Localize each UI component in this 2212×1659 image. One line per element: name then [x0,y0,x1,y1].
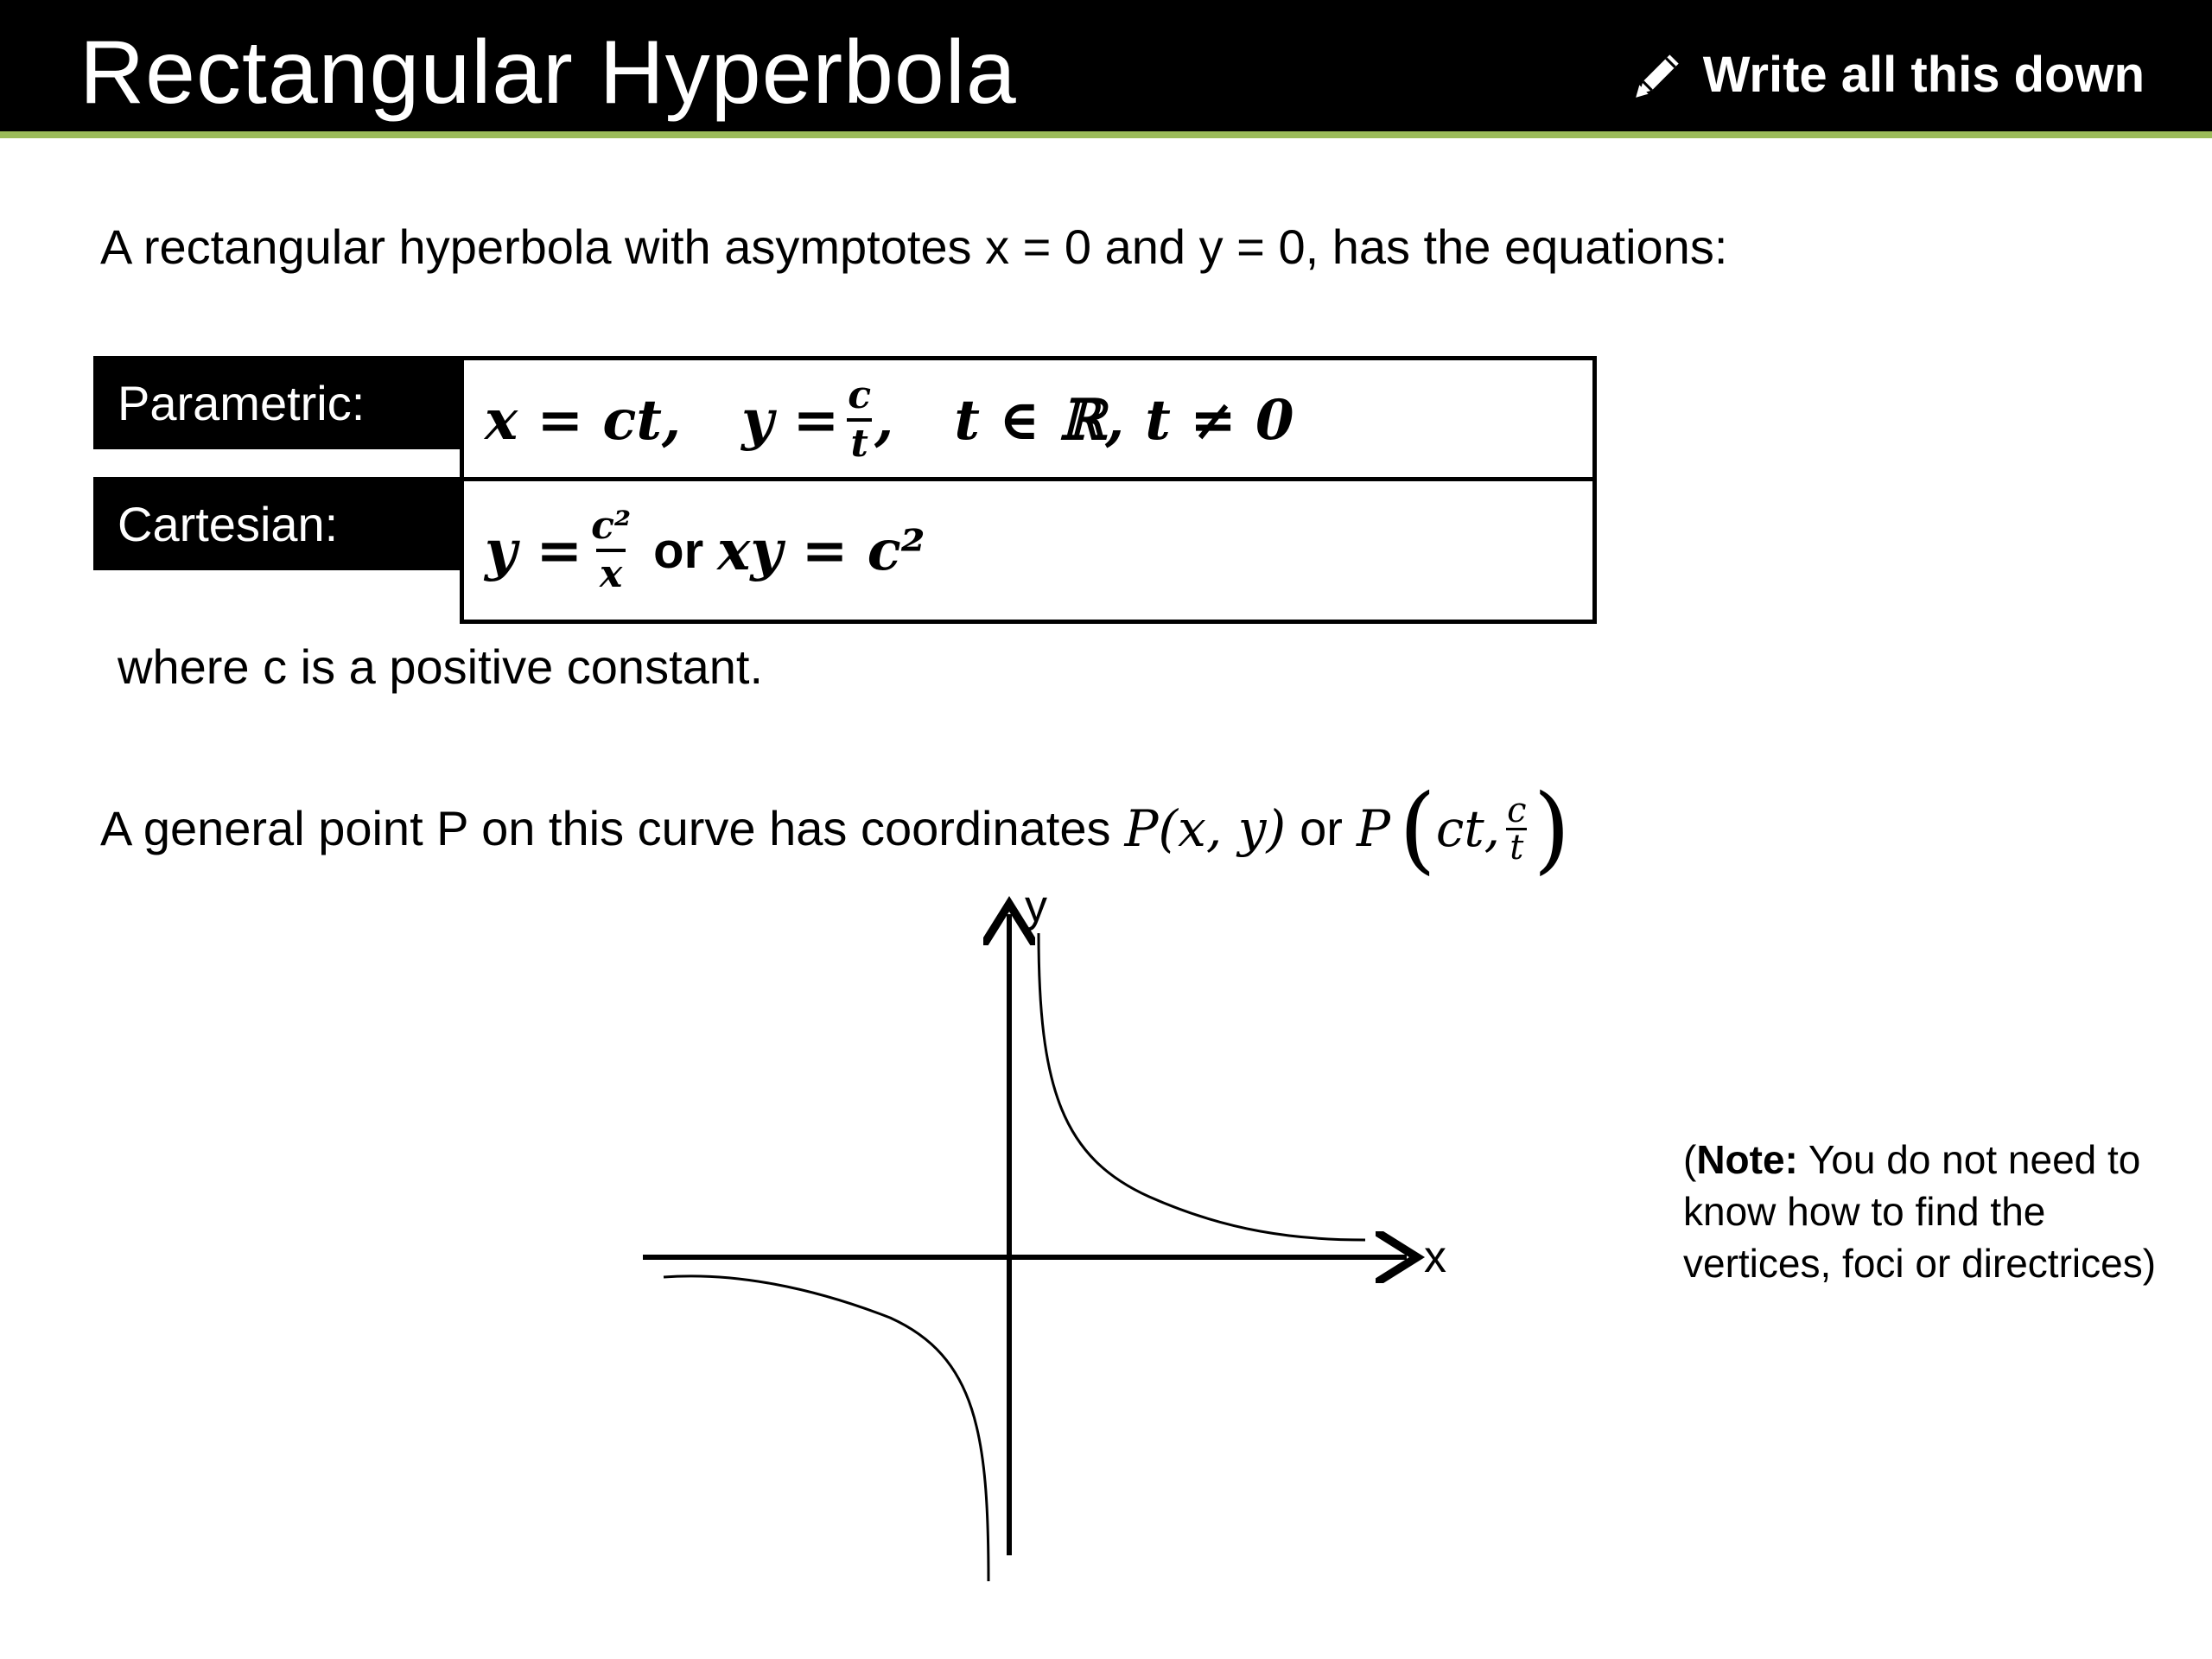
intro-text: A rectangular hyperbola with asymptotes x = 0 and y = 0, has the equations: [100,219,1728,274]
general-point-coord1: P(x, y) [1124,799,1287,858]
param-x-part: x = ct, [485,387,682,453]
general-point-fraction-numerator: c [1507,790,1527,830]
param-fraction-numerator: c [848,373,872,417]
hyperbola-branch-negative [664,1276,988,1581]
page-title: Rectangular Hyperbola [79,22,1017,123]
cart-or: or [653,522,704,579]
x-axis-label: x [1424,1232,1446,1282]
general-point-text: A general point P on this curve has coordinates [100,801,1111,855]
note-open-paren: ( [1683,1137,1697,1182]
param-comma: , [874,387,894,453]
note-body: You do not need to know how to find the vertices, foci or directrices) [1683,1137,2157,1286]
cart-fraction-numerator: c² [591,504,632,548]
cart-fraction-denominator: x [596,549,626,594]
note-bold-label: Note: [1696,1137,1798,1182]
open-paren: ( [1398,773,1436,884]
cart-rhs: xy = c² [717,518,925,583]
general-point-or: or [1300,801,1343,855]
general-point-coord2-inner: ct, [1435,799,1501,858]
param-domain: t ∈ ℝ, [954,387,1125,453]
cartesian-label: Cartesian: [93,477,463,570]
parametric-label: Parametric: [93,356,463,449]
param-condition: t ≠ 0 [1145,387,1294,453]
y-axis-label: y [1025,881,1047,931]
param-fraction-denominator: t [847,418,871,463]
general-point-coord2-prefix: P [1356,799,1390,858]
general-point-fraction-denominator: t [1506,828,1527,865]
param-y-lhs: y = [741,387,840,453]
note-text [1683,1134,2167,1289]
where-text: where c is a positive constant. [118,639,764,694]
hyperbola-branch-positive [1039,933,1365,1240]
cart-y-lhs: y = [485,518,583,583]
write-down-label: Write all this down [1702,46,2145,103]
close-paren: ) [1533,773,1571,884]
